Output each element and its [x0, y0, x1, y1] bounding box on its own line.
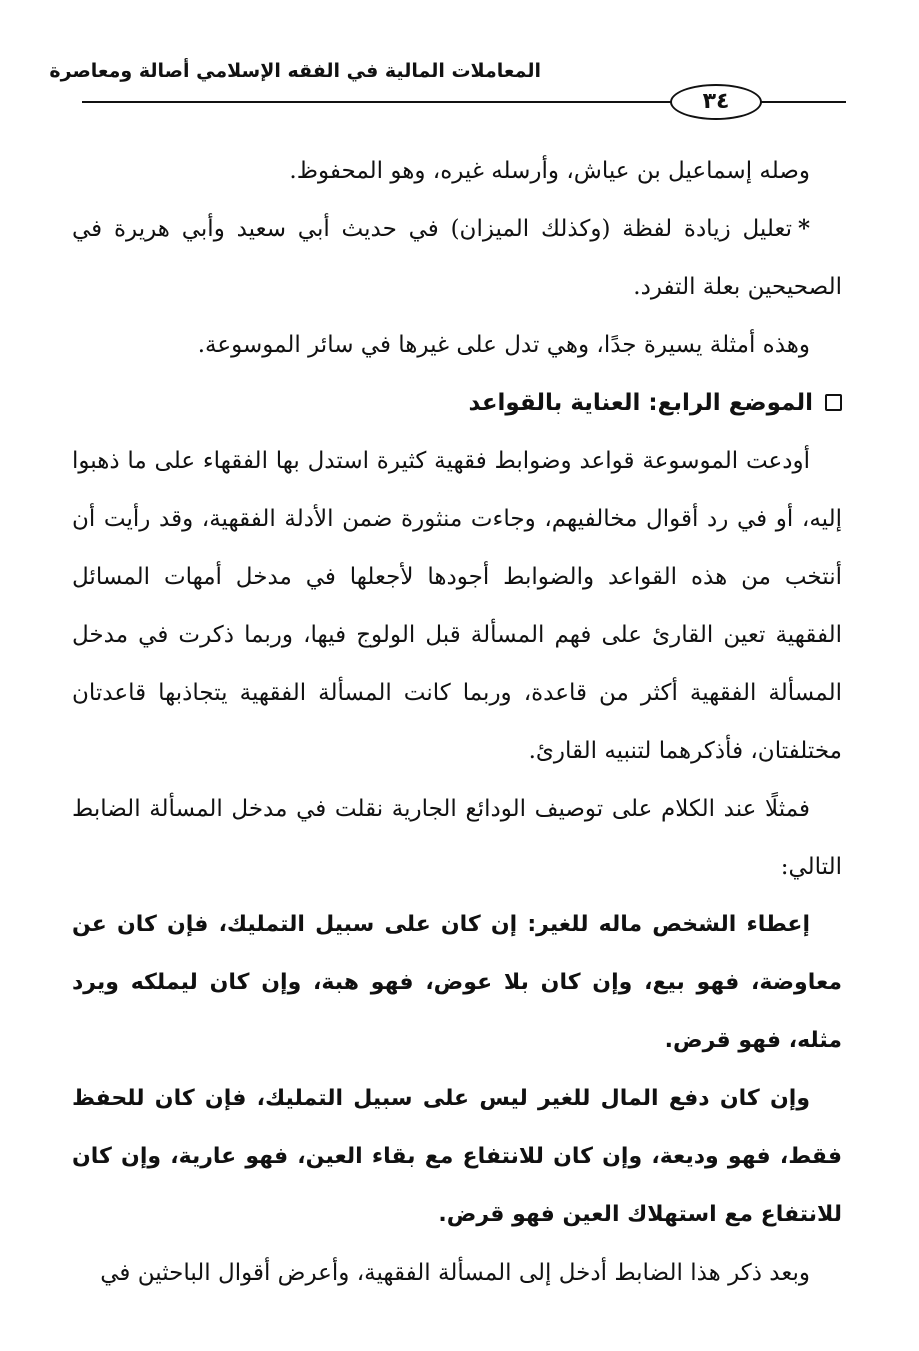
- paragraph-7-rule: وإن كان دفع المال للغير ليس على سبيل التمليك، فإن كان للحفظ فقط، فهو وديعة، وإن كان للانتفاع مع بقاء العين، فهو عارية، وإن كان للانتفاع مع استهلاك العين فهو قرض.: [72, 1086, 842, 1227]
- running-title: المعاملات المالية في الفقه الإسلامي أصالة ومعاصرة: [49, 60, 541, 82]
- page-number: ٣٤: [670, 84, 762, 120]
- paragraph-8: وبعد ذكر هذا الضابط أدخل إلى المسألة الفقهية، وأعرض أقوال الباحثين في: [100, 1260, 810, 1286]
- checkbox-square-icon: [825, 394, 842, 411]
- section-heading: [72, 374, 842, 432]
- page-body: [72, 142, 842, 1302]
- paragraph-2: [72, 200, 842, 316]
- paragraph-1: وصله إسماعيل بن عياش، وأرسله غيره، وهو المحفوظ.: [289, 158, 810, 184]
- paragraph-5: فمثلًا عند الكلام على توصيف الودائع الجارية نقلت في مدخل المسألة الضابط التالي:: [72, 796, 842, 880]
- paragraph-2-text: تعليل زيادة لفظة (وكذلك الميزان) في حديث أبي سعيد وأبي هريرة في الصحيحين بعلة التفرد.: [72, 216, 842, 300]
- asterisk-bullet: *: [797, 215, 811, 242]
- section-heading-text: الموضع الرابع: العناية بالقواعد: [468, 390, 813, 416]
- paragraph-6-rule: إعطاء الشخص ماله للغير: إن كان على سبيل التمليك، فإن كان عن معاوضة، فهو بيع، وإن كان بلا عوض، فهو هبة، وإن كان ليملكه ويرد مثله، فهو قرض.: [72, 912, 842, 1053]
- paragraph-4: أودعت الموسوعة قواعد وضوابط فقهية كثيرة استدل بها الفقهاء على ما ذهبوا إليه، أو في رد أقوال مخالفيهم، وجاءت منثورة ضمن الأدلة الفقهية، وقد رأيت أن أنتخب من هذه القواعد والضوابط أجودها لأجعلها في مدخل أمهات المسائل الفقهية تعين القارئ على فهم المسألة قبل الولوج فيها، وربما ذكرت في مدخل المسألة الفقهية أكثر من قاعدة، وربما كانت المسألة الفقهية يتجاذبها قاعدتان مختلفتان، فأذكرهما لتنبيه القارئ.: [72, 448, 842, 764]
- paragraph-3: وهذه أمثلة يسيرة جدًا، وهي تدل على غيرها في سائر الموسوعة.: [197, 332, 810, 358]
